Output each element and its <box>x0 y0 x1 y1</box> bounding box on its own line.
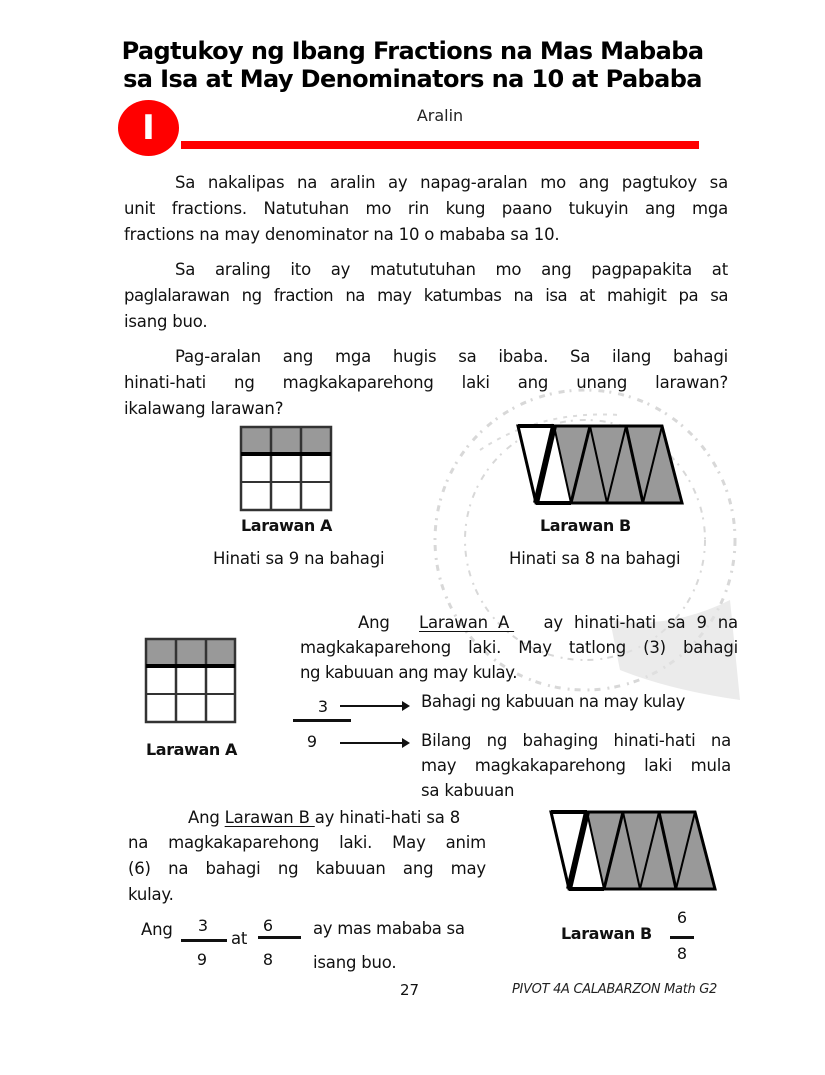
explain-b-line4: kulay. <box>128 885 174 904</box>
explain-b-fraction-bar <box>670 936 694 939</box>
explain-b-denominator: 8 <box>676 944 688 963</box>
explain-a-denominator-desc-2: may magkakaparehong laki mula <box>421 756 731 775</box>
para2-line2: paglalarawan ng fraction na may katumbas na isa at mahigit pa sa <box>124 286 728 305</box>
summary-frac1-bar <box>181 939 227 942</box>
figure-b-triangles <box>512 420 692 510</box>
explain-a-line3: ng kabuuan ang may kulay. <box>300 663 518 682</box>
explain-a-line1-rest: ay hinati-hati sa 9 na <box>543 613 738 632</box>
arrow-right-icon <box>340 742 408 744</box>
para2-line3: isang buo. <box>124 312 208 331</box>
explain-a-denominator: 9 <box>306 732 318 751</box>
page-number: 27 <box>400 981 420 999</box>
para3-line2: hinati-hati ng magkakaparehong laki ang unang larawan? <box>124 373 728 392</box>
page-title-line-2: sa Isa at May Denominators na 10 at Pababa <box>123 65 702 93</box>
explain-a-grid <box>143 636 239 726</box>
explain-b-triangles <box>545 806 725 896</box>
para3-line3: ikalawang larawan? <box>124 399 284 418</box>
summary-frac1-numerator: 3 <box>197 916 209 935</box>
explain-b-line3: (6) na bahagi ng kabuuan ang may <box>128 859 486 878</box>
explain-a-line1 <box>358 613 738 633</box>
explain-b-figure-label: Larawan B <box>561 924 652 943</box>
summary-frac2-denominator: 8 <box>262 950 274 969</box>
para3-line1: Pag-aralan ang mga hugis sa ibaba. Sa ilang bahagi <box>175 347 728 366</box>
explain-a-ang: Ang <box>358 613 390 632</box>
explain-a-denominator-desc-3: sa kabuuan <box>421 781 515 800</box>
figure-b-label: Larawan B <box>540 516 631 535</box>
summary-frac1-denominator: 9 <box>196 950 208 969</box>
section-badge-text: I <box>142 108 155 148</box>
explain-a-figure-label: Larawan A <box>146 740 238 759</box>
explain-b-line1 <box>188 808 460 828</box>
page-title-line-1: Pagtukoy ng Ibang Fractions na Mas Mababa <box>121 37 704 65</box>
explain-b-ang: Ang <box>188 808 220 827</box>
summary-post-line2: isang buo. <box>313 953 397 972</box>
section-rule <box>181 141 699 149</box>
figure-b-caption: Hinati sa 8 na bahagi <box>509 549 681 568</box>
explain-a-numerator: 3 <box>317 697 329 716</box>
arrow-right-icon <box>340 705 408 707</box>
summary-frac2-numerator: 6 <box>262 916 274 935</box>
para1-line2: unit fractions. Natutuhan mo rin kung paano tukuyin ang mga <box>124 199 728 218</box>
summary-ang: Ang <box>141 920 173 939</box>
explain-a-larawan-link: Larawan A <box>419 613 515 632</box>
explain-a-denominator-desc-1: Bilang ng bahaging hinati-hati na <box>421 731 731 750</box>
explain-a-fraction-bar <box>293 719 351 722</box>
explain-b-line1-rest: ay hinati-hati sa 8 <box>314 808 461 827</box>
explain-b-line2: na magkakaparehong laki. May anim <box>128 833 486 852</box>
explain-a-line2: magkakaparehong laki. May tatlong (3) bahagi <box>300 638 738 657</box>
para2-line1: Sa araling ito ay matututuhan mo ang pagpapakita at <box>175 260 728 279</box>
explain-b-numerator: 6 <box>676 908 688 927</box>
figure-a-grid <box>238 424 334 514</box>
section-label: Aralin <box>416 106 464 125</box>
explain-b-larawan-link: Larawan B <box>224 808 315 827</box>
footer-source: PIVOT 4A CALABARZON Math G2 <box>512 982 718 997</box>
para1-line3: fractions na may denominator na 10 o mababa sa 10. <box>124 225 560 244</box>
figure-a-caption: Hinati sa 9 na bahagi <box>213 549 385 568</box>
figure-a-label: Larawan A <box>241 516 333 535</box>
summary-post-line1: ay mas mababa sa <box>313 919 465 938</box>
para1-line1: Sa nakalipas na aralin ay napag-aralan mo ang pagtukoy sa <box>175 173 728 192</box>
grid-shaded-row <box>241 427 331 454</box>
summary-frac2-bar <box>258 936 301 939</box>
explain-a-numerator-desc: Bahagi ng kabuuan na may kulay <box>421 692 686 711</box>
summary-at: at <box>231 929 248 948</box>
section-badge <box>118 100 179 156</box>
